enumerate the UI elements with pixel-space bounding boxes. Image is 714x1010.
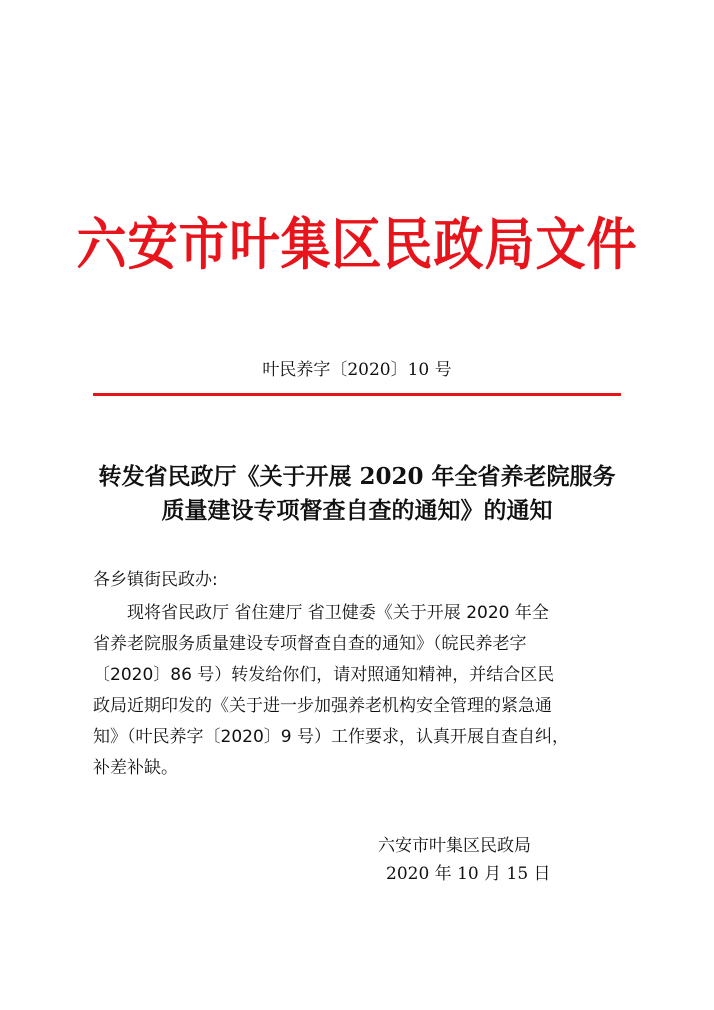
masthead-title: 六安市叶集区民政局文件 (76, 211, 638, 278)
document-title (60, 460, 654, 528)
body-line: 政局近期印发的《关于进一步加强养老机构安全管理的紧急通 (93, 696, 552, 716)
signature-organization: 六安市叶集区民政局 (378, 836, 531, 856)
signature-date: 2020 年 10 月 15 日 (386, 864, 551, 884)
body-line: 省养老院服务质量建设专项督查自查的通知》（皖民养老字 (93, 634, 527, 654)
body-line: 现将省民政厅 省住建厅 省卫健委《关于开展 2020 年全 (127, 603, 549, 623)
title-line-1: 转发省民政厅《关于开展 2020 年全省养老院服务 (98, 463, 616, 490)
body-line: 〔2020〕86 号）转发给你们，请对照通知精神，并结合区民 (93, 665, 555, 685)
salutation: 各乡镇街民政办: (93, 570, 218, 590)
body-line: 补差补缺。 (93, 758, 178, 778)
body-text (93, 598, 633, 784)
title-line-2: 质量建设专项督查自查的通知》的通知 (161, 497, 553, 524)
document-number: 叶民养字〔2020〕10 号 (262, 360, 452, 380)
body-line: 知》（叶民养字〔2020〕9 号）工作要求，认真开展自查自纠， (93, 727, 569, 747)
red-divider-line (93, 393, 621, 396)
